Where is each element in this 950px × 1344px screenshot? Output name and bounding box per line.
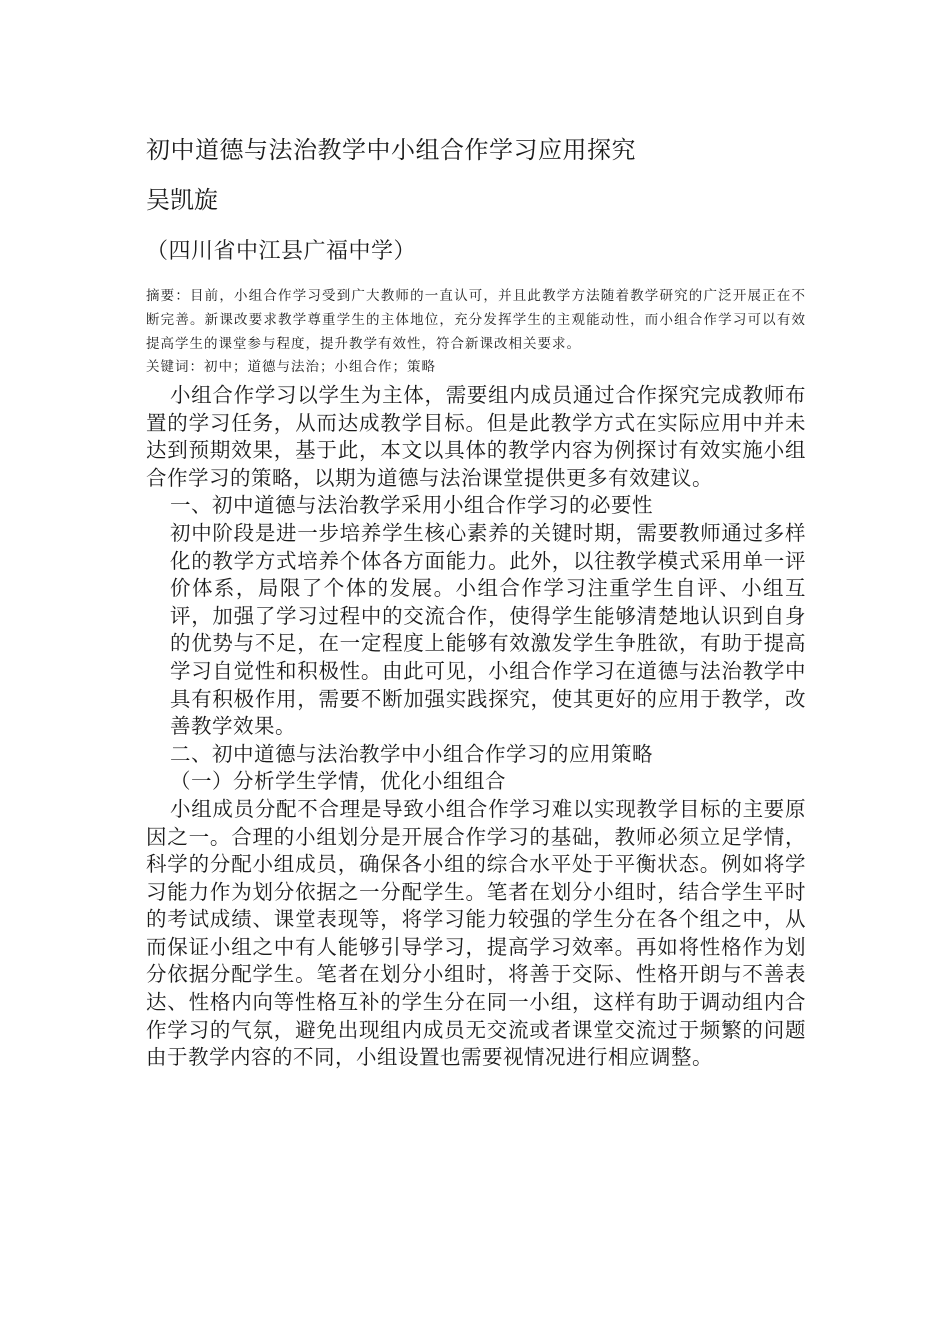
section-1-heading: 一、初中道德与法治教学采用小组合作学习的必要性: [170, 493, 653, 518]
keywords: 关键词：初中；道德与法治；小组合作；策略: [146, 359, 436, 375]
document-content: [146, 128, 806, 1072]
abstract: 摘要：目前，小组合作学习受到广大教师的一直认可，并且此教学方法随着教学研究的广泛开展正在不断完善。新课改要求教学尊重学生的主体地位，充分发挥学生的主观能动性，而小组合作学习可以有效提高学生的课堂参与程度，提升教学有效性，符合新课改相关要求。: [146, 288, 806, 352]
intro-paragraph: 小组合作学习以学生为主体，需要组内成员通过合作探究完成教师布置的学习任务，从而达成教学目标。但是此教学方式在实际应用中并未达到预期效果，基于此，本文以具体的教学内容为例探讨有效实施小组合作学习的策略，以期为道德与法治课堂提供更多有效建议。: [146, 383, 806, 490]
subsection-1-paragraph: 小组成员分配不合理是导致小组合作学习难以实现教学目标的主要原因之一。合理的小组划分是开展合作学习的基础，教师必须立足学情，科学的分配小组成员，确保各小组的综合水平处于平衡状态。例如将学习能力作为划分依据之一分配学生。笔者在划分小组时，结合学生平时的考试成绩、课堂表现等，将学习能力较强的学生分在各个组之中，从而保证小组之中有人能够引导学习，提高学习效率。再如将性格作为划分依据分配学生。笔者在划分小组时，将善于交际、性格开朗与不善表达、性格内向等性格互补的学生分在同一小组，这样有助于调动组内合作学习的气氛，避免出现组内成员无交流或者课堂交流过于频繁的问题由于教学内容的不同，小组设置也需要视情况进行相应调整。: [146, 796, 806, 1070]
section-1-paragraph: 初中阶段是进一步培养学生核心素养的关键时期，需要教师通过多样化的教学方式培养个体各方面能力。此外，以往教学模式采用单一评价体系，局限了个体的发展。小组合作学习注重学生自评、小组互评，加强了学习过程中的交流合作，使得学生能够清楚地认识到自身的优势与不足，在一定程度上能够有效激发学生争胜欲，有助于提高学习自觉性和积极性。由此可见，小组合作学习在道德与法治教学中具有积极作用，需要不断加强实践探究，使其更好的应用于教学，改善教学效果。: [170, 520, 806, 739]
subsection-1-heading: （一）分析学生学情，优化小组组合: [170, 769, 506, 794]
author-affiliation: （四川省中江县广福中学）: [146, 239, 417, 264]
section-2-heading: 二、初中道德与法治教学中小组合作学习的应用策略: [170, 741, 653, 766]
section-1-block: [146, 520, 806, 741]
author-name: 吴凯旋: [146, 186, 218, 214]
document-title: 初中道德与法治教学中小组合作学习应用探究: [146, 136, 636, 164]
